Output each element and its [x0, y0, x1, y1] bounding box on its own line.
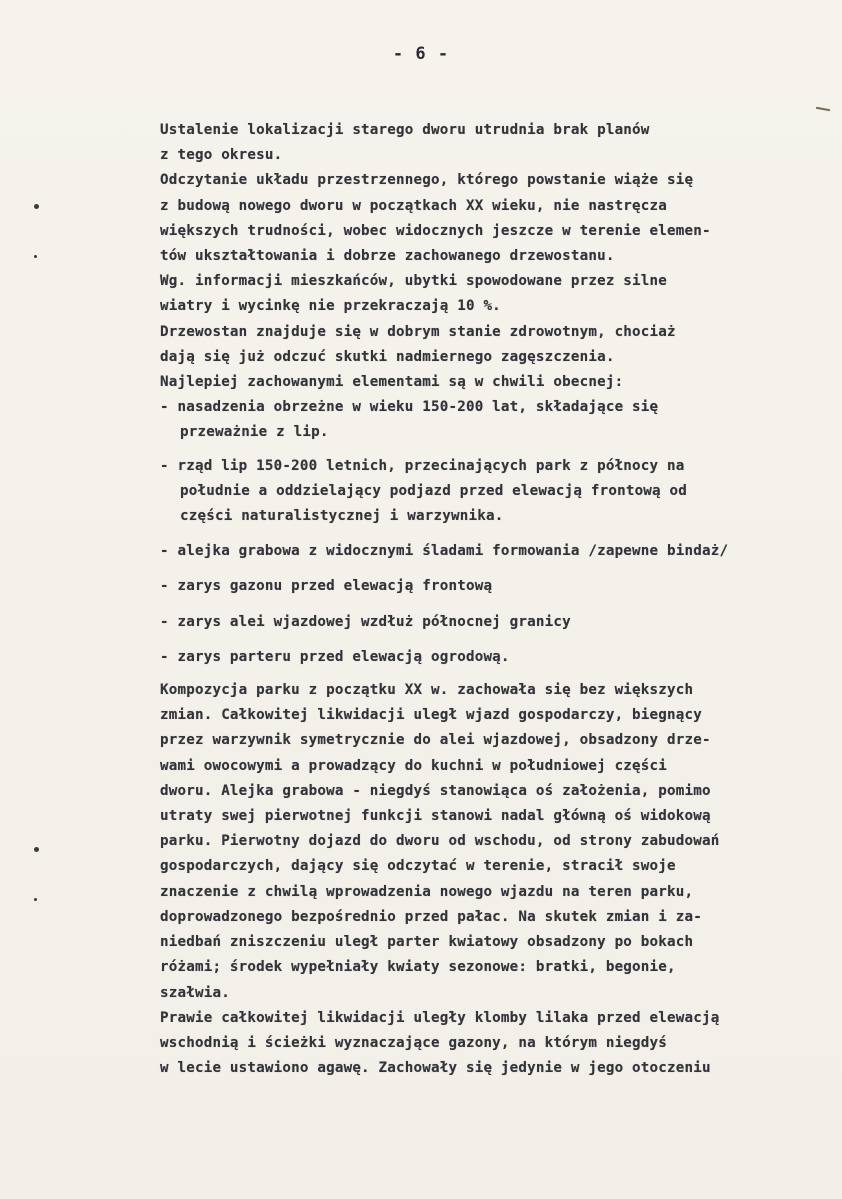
text-line: znaczenie z chwilą wprowadzenia nowego wjazdu na teren parku,: [160, 883, 694, 900]
text-line: wschodnią i ścieżki wyznaczające gazony, na którym niegdyś: [160, 1034, 668, 1051]
list-item: [160, 574, 840, 599]
text-line: - zarys parteru przed elewacją ogrodową.: [160, 648, 510, 665]
page-number: - 6 -: [392, 44, 450, 64]
text-line: - zarys gazonu przed elewacją frontową: [160, 578, 493, 595]
text-line: Prawie całkowitej likwidacji uległy klomby lilaka przed elewacją: [160, 1009, 720, 1026]
text-line: dają się już odczuć skutki nadmiernego zagęszczenia.: [160, 348, 615, 365]
margin-dot-mark: [34, 847, 39, 852]
text-line: części naturalistycznej i warzywnika.: [180, 508, 504, 525]
text-line: gospodarczych, dający się odczytać w terenie, stracił swoje: [160, 858, 676, 875]
text-line: niedbań zniszczeniu uległ parter kwiatowy obsadzony po bokach: [160, 934, 694, 951]
text-line: tów ukształtowania i dobrze zachowanego drzewostanu.: [160, 248, 615, 265]
text-line: w lecie ustawiono agawę. Zachowały się jedynie w jego otoczeniu: [160, 1060, 711, 1077]
text-line: południe a oddzielający podjazd przed elewacją frontową od: [180, 482, 688, 499]
text-line: Ustalenie lokalizacji starego dworu utrudnia brak planów: [160, 122, 650, 138]
text-line: doprowadzonego bezpośrednio przed pałac. Na skutek zmian i za-: [160, 908, 702, 925]
text-line: większych trudności, wobec widocznych jeszcze w terenie elemen-: [160, 222, 711, 239]
margin-dot-mark: [34, 898, 37, 901]
text-line: Kompozycja parku z początku XX w. zachowała się bez większych: [160, 682, 694, 699]
text-line: przeważnie z lip.: [180, 424, 329, 441]
document-body: [160, 118, 840, 1081]
text-line: Wg. informacji mieszkańców, ubytki spowodowane przez silne: [160, 273, 668, 290]
margin-dot-mark: [34, 255, 37, 258]
text-line: szałwia.: [160, 984, 230, 1001]
text-line: - zarys alei wjazdowej wzdłuż północnej granicy: [160, 613, 571, 630]
text-line: Drzewostan znajduje się w dobrym stanie zdrowotnym, chociaż: [160, 323, 676, 340]
composition-paragraphs: [160, 678, 840, 1081]
margin-dot-mark: [34, 204, 39, 209]
text-line: utraty swej pierwotnej funkcji stanowi nadal główną oś widokową: [160, 808, 711, 825]
list-item: [160, 454, 840, 530]
text-line: przez warzywnik symetrycznie do alei wjazdowej, obsadzony drze-: [160, 732, 711, 749]
list-item: [160, 610, 840, 635]
text-line: parku. Pierwotny dojazd do dworu od wschodu, od strony zabudowań: [160, 833, 720, 850]
text-line: dworu. Alejka grabowa - niegdyś stanowiąca oś założenia, pomimo: [160, 782, 711, 799]
text-line: wiatry i wycinkę nie przekraczają 10 %.: [160, 298, 501, 315]
text-line: Odczytanie układu przestrzennego, którego powstanie wiąże się: [160, 172, 694, 189]
text-line: różami; środek wypełniały kwiaty sezonowe: bratki, begonie,: [160, 959, 676, 976]
text-line: z budową nowego dworu w początkach XX wieku, nie nastręcza: [160, 197, 668, 214]
text-line: Najlepiej zachowanymi elementami są w chwili obecnej:: [160, 374, 624, 391]
margin-tick-mark: [816, 107, 830, 111]
text-line: zmian. Całkowitej likwidacji uległ wjazd gospodarczy, biegnący: [160, 707, 702, 724]
bullet-list: [160, 395, 840, 670]
list-item: [160, 539, 840, 564]
text-line: wami owocowymi a prowadzący do kuchni w południowej części: [160, 757, 668, 774]
text-line: - nasadzenia obrzeżne w wieku 150-200 lat, składające się: [160, 399, 659, 416]
text-line: - rząd lip 150-200 letnich, przecinających park z północy na: [160, 457, 685, 474]
list-item: [160, 395, 840, 445]
text-line: z tego okresu.: [160, 147, 283, 164]
text-line: - alejka grabowa z widocznymi śladami formowania /zapewne bindaż/: [160, 543, 729, 560]
intro-paragraphs: [160, 118, 840, 395]
list-item: [160, 645, 840, 670]
